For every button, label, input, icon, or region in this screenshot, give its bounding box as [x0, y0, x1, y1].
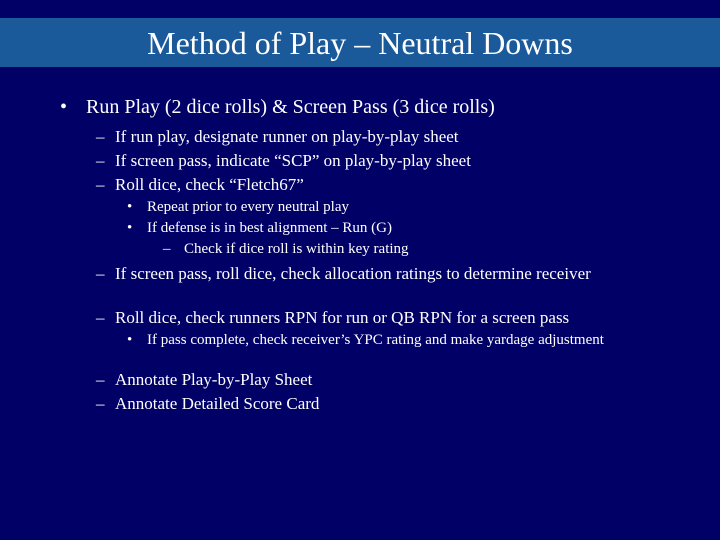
slide-title: Method of Play – Neutral Downs: [147, 24, 573, 61]
bullet-text: If run play, designate runner on play-by-play sheet: [115, 127, 459, 146]
bullet-text: Repeat prior to every neutral play: [147, 199, 350, 215]
bullet-item-level3: [0, 220, 720, 239]
bullet-text: Roll dice, check “Fletch67”: [115, 175, 304, 194]
bullet-mark: •: [127, 332, 133, 348]
bullet-item-level2: [0, 175, 720, 197]
bullet-mark: –: [96, 308, 105, 327]
bullet-text: Run Play (2 dice rolls) & Screen Pass (3 dice rolls): [86, 96, 495, 118]
title-bar: [0, 18, 720, 67]
bullet-mark: •: [127, 199, 133, 215]
bullet-mark: –: [96, 264, 105, 283]
bullet-item-level3: [0, 199, 720, 218]
bullet-mark: •: [127, 220, 133, 236]
bullet-text: Roll dice, check runners RPN for run or QB RPN for a screen pass: [115, 308, 570, 327]
bullet-mark: –: [96, 127, 105, 146]
bullet-text: If pass complete, check receiver’s YPC rating and make yardage adjustment: [147, 332, 604, 348]
bullet-text: Annotate Detailed Score Card: [115, 394, 320, 413]
bullet-text: If screen pass, indicate “SCP” on play-by-play sheet: [115, 151, 471, 170]
bullet-text: If defense is in best alignment – Run (G): [147, 220, 392, 236]
bullet-item-level2: [0, 127, 720, 149]
bullet-text: Annotate Play-by-Play Sheet: [115, 370, 313, 389]
bullet-text: If screen pass, roll dice, check allocation ratings to determine receiver: [115, 264, 591, 283]
bullet-mark: –: [96, 394, 105, 413]
bullet-item-level2: [0, 370, 720, 392]
bullet-item-level2: [0, 308, 720, 330]
bullet-mark: –: [96, 175, 105, 194]
bullet-item-level4: [0, 241, 720, 260]
bullet-item-level3: [0, 332, 720, 368]
bullet-mark: •: [60, 96, 68, 118]
bullet-mark: –: [96, 151, 105, 170]
bullet-item-level2: [0, 151, 720, 173]
bullet-item-level2: [0, 394, 720, 416]
bullet-mark: –: [163, 241, 171, 257]
bullet-mark: –: [96, 370, 105, 389]
bullet-item-level1: [0, 95, 720, 121]
bullet-item-level2: [0, 264, 720, 306]
bullet-text: Check if dice roll is within key rating: [184, 241, 409, 257]
